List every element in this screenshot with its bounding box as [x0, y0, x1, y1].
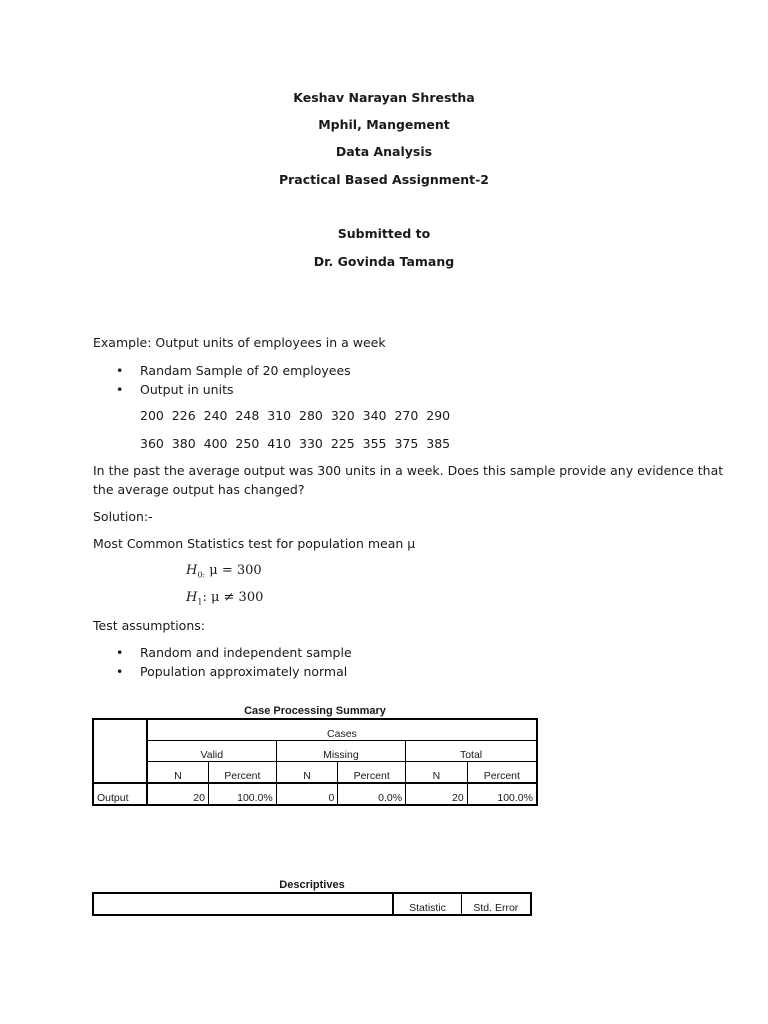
question-line-1: In the past the average output was 300 units in a week. Does this sample provide any evidence that [93, 463, 724, 478]
author-name: Keshav Narayan Shrestha [293, 90, 475, 105]
cases-header: Cases [147, 719, 537, 741]
submitted-to-label: Submitted to [337, 226, 431, 241]
table-header-row [93, 719, 537, 741]
column-header: Std. Error [461, 893, 531, 915]
table-cell: 100.0% [208, 783, 276, 805]
table-cell: 0 [276, 783, 338, 805]
column-header: N [406, 762, 468, 784]
assumption-1: • Random and independent sample [140, 645, 352, 660]
h0-subscript: 0: [197, 570, 206, 580]
missing-header: Missing [276, 741, 405, 762]
column-header: Percent [208, 762, 276, 784]
solution-label: Solution:- [93, 509, 153, 524]
valid-header: Valid [147, 741, 276, 762]
table-row [93, 783, 537, 805]
alt-hypothesis [186, 590, 263, 607]
descriptives-table [92, 892, 532, 916]
table-cell: 20 [147, 783, 209, 805]
data-row-2: 360 380 400 250 410 330 225 355 375 385 [140, 436, 451, 451]
table-cell: 20 [406, 783, 468, 805]
test-intro: Most Common Statistics test for population mean μ [93, 536, 416, 551]
descriptives-title: Descriptives [279, 879, 345, 891]
column-header: N [147, 762, 209, 784]
h0-symbol: H [186, 563, 198, 578]
total-header: Total [406, 741, 537, 762]
column-header: Percent [338, 762, 406, 784]
assumptions-label: Test assumptions: [93, 618, 205, 633]
assumption-2: • Population approximately normal [140, 664, 347, 679]
table-cell: 0.0% [338, 783, 406, 805]
question-line-2: the average output has changed? [93, 482, 305, 497]
case-processing-table [92, 718, 538, 806]
h1-symbol: H [186, 590, 198, 605]
table-header-row [93, 893, 531, 915]
h1-subscript: 1 [197, 597, 203, 607]
example-title: Example: Output units of employees in a week [93, 335, 386, 350]
table-header-row [93, 762, 537, 784]
course-name: Data Analysis [335, 144, 433, 159]
bullet-sample: • Randam Sample of 20 employees [140, 363, 351, 378]
bullet-output: • Output in units [140, 382, 234, 397]
h1-statement: : μ ≠ 300 [202, 590, 264, 605]
data-row-1: 200 226 240 248 310 280 320 340 270 290 [140, 408, 451, 423]
case-processing-title: Case Processing Summary [244, 705, 386, 717]
program-name: Mphil, Mangement [318, 117, 450, 132]
column-header: N [276, 762, 338, 784]
h0-statement: μ = 300 [205, 563, 262, 578]
table-cell: 100.0% [467, 783, 537, 805]
column-header: Percent [467, 762, 537, 784]
table-header-row [93, 741, 537, 762]
assignment-title: Practical Based Assignment-2 [278, 172, 490, 187]
table-corner-cell [93, 719, 147, 783]
column-header: Statistic [393, 893, 461, 915]
table-corner-cell [93, 893, 393, 915]
row-label: Output [93, 783, 147, 805]
null-hypothesis [186, 563, 262, 580]
submitted-to-name: Dr. Govinda Tamang [313, 254, 455, 269]
